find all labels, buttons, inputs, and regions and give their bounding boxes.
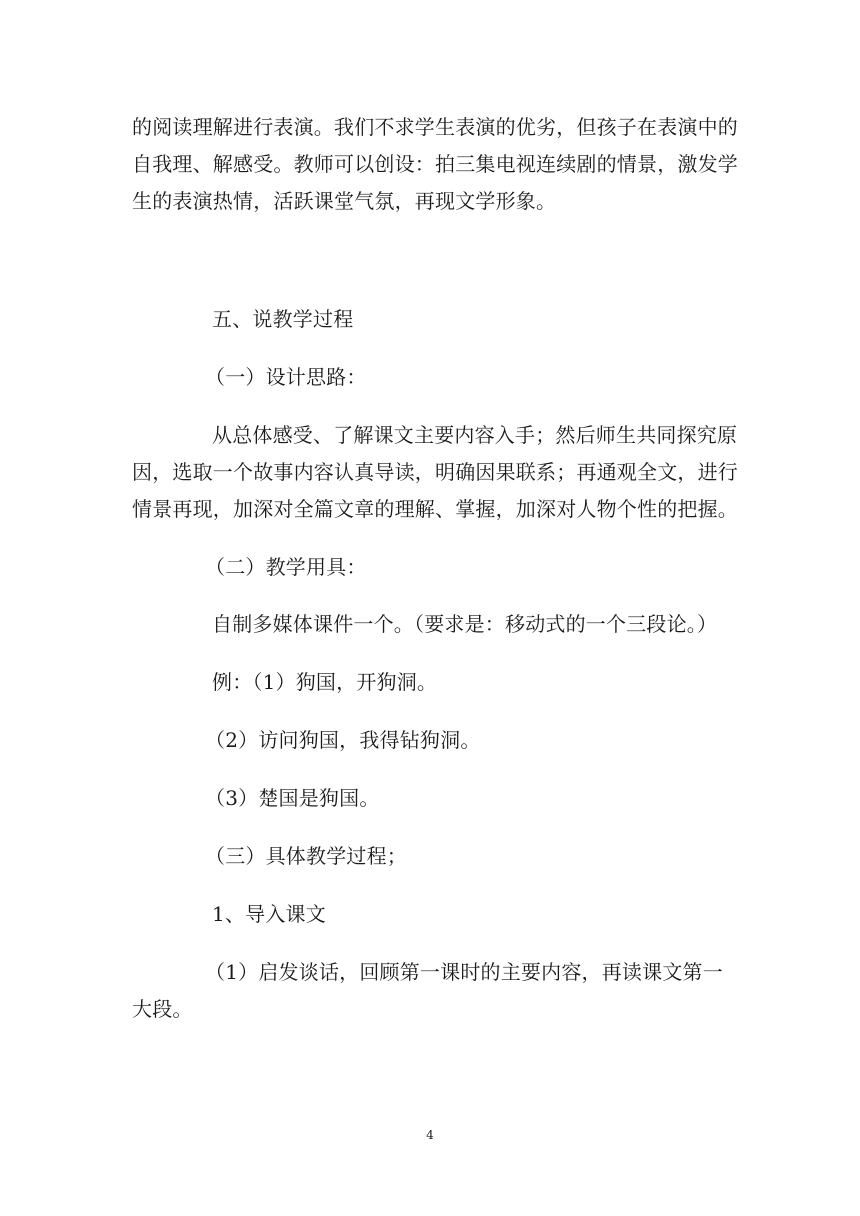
paragraph-line-7: 自制多媒体课件一个。（要求是：移动式的一个三段论。） bbox=[212, 612, 718, 636]
paragraph-line-9: 大段。 bbox=[132, 997, 193, 1021]
example-line-1: 例：（1）狗国，开狗洞。 bbox=[212, 670, 438, 694]
paragraph-line-4: 从总体感受、了解课文主要内容入手；然后师生共同探究原 bbox=[212, 423, 738, 447]
step-heading-1: 1、导入课文 bbox=[212, 902, 326, 926]
subheading-teaching-tools: （二）教学用具： bbox=[205, 555, 367, 579]
paragraph-line-2: 自我理、解感受。教师可以创设：拍三集电视连续剧的情景，激发学 bbox=[132, 152, 738, 176]
paragraph-line-6: 情景再现，加深对全篇文章的理解、掌握，加深对人物个性的把握。 bbox=[132, 497, 738, 521]
paragraph-line-8: （1）启发谈话，回顾第一课时的主要内容，再读课文第一 bbox=[205, 960, 723, 984]
subheading-teaching-process: （三）具体教学过程； bbox=[205, 844, 407, 868]
subheading-design-idea: （一）设计思路： bbox=[205, 365, 367, 389]
paragraph-line-5: 因，选取一个故事内容认真导读，明确因果联系；再通观全文，进行 bbox=[132, 460, 738, 484]
example-line-3: （3）楚国是狗国。 bbox=[205, 786, 380, 810]
paragraph-line-1: 的阅读理解进行表演。我们不求学生表演的优劣，但孩子在表演中的 bbox=[132, 115, 738, 139]
paragraph-line-3: 生的表演热情，活跃课堂气氛，再现文学形象。 bbox=[132, 189, 557, 213]
page-number: 4 bbox=[426, 1128, 434, 1142]
section-heading: 五、说教学过程 bbox=[212, 307, 354, 331]
example-line-2: （2）访问狗国，我得钻狗洞。 bbox=[205, 728, 481, 752]
